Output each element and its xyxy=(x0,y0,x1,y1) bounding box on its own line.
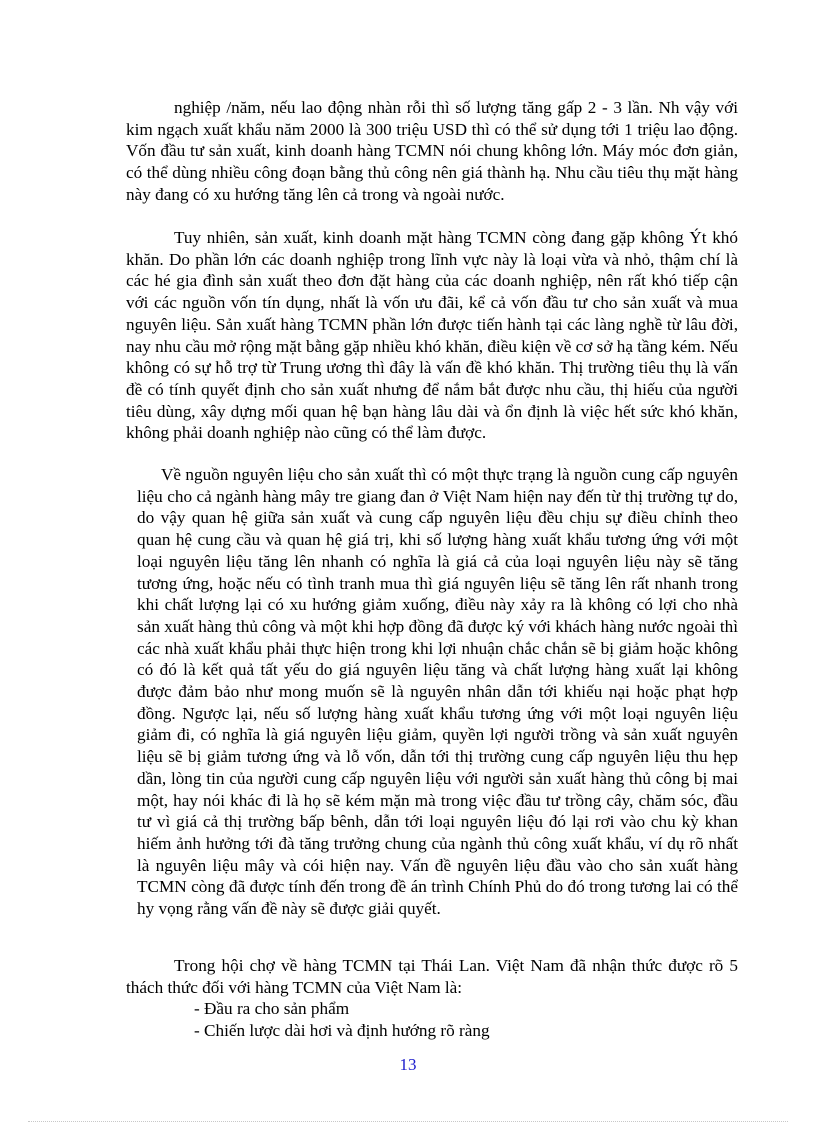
paragraph-thailand-fair: Trong hội chợ về hàng TCMN tại Thái Lan. Việt Nam đã nhận thức được rõ 5 thách thức đối với hàng TCMN của Việt Nam là: xyxy=(126,956,738,997)
list-item-output: - Đầu ra cho sản phẩm xyxy=(194,999,350,1018)
footer-divider xyxy=(28,1121,788,1122)
page-number: 13 xyxy=(399,1055,417,1074)
paragraph-difficulties: Tuy nhiên, sản xuất, kinh doanh mặt hàng TCMN còng đang gặp không Ýt khó khăn. Do phần lớn các doanh nghiệp trong lĩnh vực này là loại vừa và nhỏ, thậm chí là các hé gia đình sản xuất theo đơn đặt hàng của các doanh nghiệp, nên rất khó tiếp cận với các nguồn vốn tín dụng, nhất là vốn ưu đãi, kể cả vốn đầu tư cho sản xuất và mua nguyên liệu. Sản xuất hàng TCMN phần lớn được tiến hành tại các làng nghề từ lâu đời, nay nhu cầu mở rộng mặt bằng gặp nhiều khó khăn, điều kiện về cơ sở hạ tầng kém. Nếu không có sự hỗ trợ từ Trung ương thì đây là vấn đề khó khăn. Thị trường tiêu thụ là vấn đề có tính quyết định cho sản xuất nhưng để nắm bắt được nhu cầu, thị hiếu của người tiêu dùng, xây dựng mối quan hệ bạn hàng lâu dài và ổn định là việc hết sức khó khăn, không phải doanh nghiệp nào cũng có thể làm được. xyxy=(126,228,738,443)
paragraph-raw-materials: Về nguồn nguyên liệu cho sản xuất thì có một thực trạng là nguồn cung cấp nguyên liệu cho cả ngành hàng mây tre giang đan ở Việt Nam hiện nay đến từ thị trường tự do, do vậy quan hệ giữa sản xuất và cung cấp nguyên liệu đều chịu sự điều chỉnh theo quan hệ cung cầu và quan hệ giá trị, khi số lượng hàng xuất khẩu tương ứng với một loại nguyên liệu tăng lên nhanh có nghĩa là giá cả của loại nguyên liệu này sẽ tăng tương ứng, hoặc nếu có tình tranh mua thì giá nguyên liệu sẽ tăng lên rất nhanh trong khi chất lượng lại có xu hướng giảm xuống, điều này xảy ra là không có lợi cho nhà sản xuất hàng thủ công và một khi hợp đồng đã được ký với khách hàng nước ngoài thì các nhà xuất khẩu phải thực hiện trong khi lợi nhuận chắc chắn sẽ bị giảm hoặc không có đó là kết quả tất yếu do giá nguyên liệu tăng và chất lượng hàng xuất lại không được đảm bảo như mong muốn sẽ là nguyên nhân dẫn tới khiếu nại hoặc phạt hợp đồng. Ngược lại, nếu số lượng hàng xuất khẩu tương ứng với một loại nguyên liệu giảm đi, có nghĩa là giá nguyên liệu giảm, quyền lợi người trồng và sản xuất nguyên liệu sẽ bị giảm tương ứng và lỗ vốn, dẫn tới thị trường cung cấp nguyên liệu thu hẹp dần, lòng tin của người cung cấp nguyên liệu với người sản xuất hàng thủ công bị mai một, hay nói khác đi là họ sẽ kém mặn mà trong việc đầu tư trồng cây, chăm sóc, đầu tư vì giá cả thị trường bấp bênh, dẫn tới loại nguyên liệu đó lại rơi vào chu kỳ khan hiếm ảnh hưởng tới đà tăng trưởng chung của ngành thủ công xuất khẩu, ví dụ rõ nhất là nguyên liệu mây và cói hiện nay. Vấn đề nguyên liệu đầu vào cho sản xuất hàng TCMN còng đã được tính đến trong đề án trình Chính Phủ do đó trong tương lai có thể hy vọng rằng vấn đề này sẽ được giải quyết. xyxy=(137,465,738,919)
list-item-strategy: - Chiến lược dài hơi và định hướng rõ ràng xyxy=(194,1021,490,1040)
paragraph-labor: nghiệp /năm, nếu lao động nhàn rỗi thì số lượng tăng gấp 2 - 3 lần. Nh vậy với kim ngạch xuất khẩu năm 2000 là 300 triệu USD thì có thể sử dụng tới 1 triệu lao động. Vốn đầu tư sản xuất, kinh doanh hàng TCMN nói chung không lớn. Máy móc đơn giản, có thể dùng nhiều công đoạn bằng thủ công nên giá thành hạ. Nhu cầu tiêu thụ mặt hàng này đang có xu hướng tăng lên cả trong và ngoài nước. xyxy=(126,98,738,204)
